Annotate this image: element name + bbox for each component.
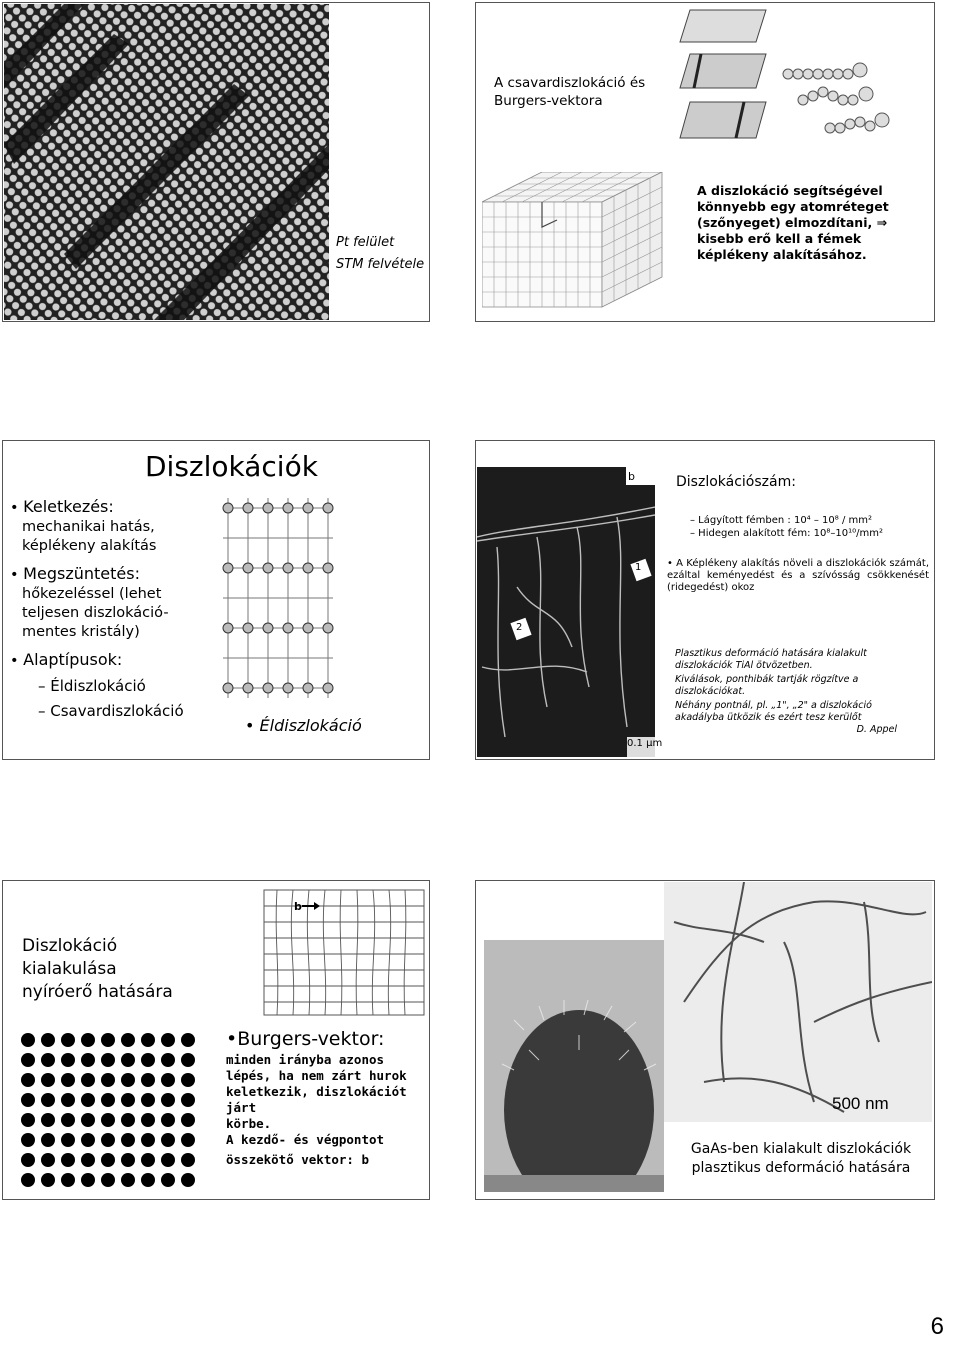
bullet-dot: •	[10, 567, 19, 583]
bullet-elimination-line-2: teljesen diszlokáció-	[22, 605, 169, 621]
note-3: Néhány pontnál, pl. „1", „2" a diszlokáció akadályba ütközik és ezért tesz kerülőt	[675, 700, 872, 723]
hardening-bullet	[667, 558, 929, 594]
stm-pt-surface-image	[4, 4, 329, 320]
burgers-vector-label: b	[294, 900, 302, 913]
burgers-line-5: A kezdő- és végpontot	[226, 1132, 385, 1147]
screw-title	[494, 74, 645, 110]
screw-title-line-1: A csavardiszlokáció és	[494, 75, 646, 91]
burgers-caption	[697, 183, 889, 263]
burgers-line-1: minden irányba azonos	[226, 1052, 385, 1067]
note-1: Plasztikus deformáció hatására kialakult diszlokációk TiAl ötvözetben.	[675, 648, 867, 671]
screw-dislocation-lattice	[482, 172, 672, 312]
carpet-sheets-illustration	[676, 6, 771, 146]
stm-caption-line-1: Pt felület	[336, 235, 395, 250]
stm-caption	[336, 232, 426, 276]
burgers-heading: •Burgers-vektor:	[226, 1028, 385, 1050]
tem-scale-label: 500 nm	[832, 1094, 889, 1113]
edge-image-caption-text: Éldiszlokáció	[259, 716, 362, 735]
coldworked-density: – Hidegen alakított fém: 10⁸–10¹⁰/mm²	[690, 528, 883, 539]
burgers-definition	[226, 1026, 426, 1168]
annealed-density: – Lágyított fémben : 10⁴ – 10⁸ / mm²	[690, 515, 873, 526]
dislocation-count-body	[684, 514, 929, 540]
atom-array-diagram	[18, 1030, 210, 1190]
micrograph-notes	[675, 648, 897, 736]
caterpillar-2	[798, 87, 873, 105]
bullet-elimination	[10, 564, 210, 642]
burgers-line-6: összekötő vektor: b	[226, 1152, 369, 1167]
burgers-caption-line-3: (szőnyeget) elmozdítani, ⇒	[697, 215, 888, 230]
screw-title-line-2: Burgers-vektora	[494, 93, 603, 109]
caterpillar-1	[783, 63, 867, 79]
formation-title	[22, 935, 173, 1004]
burgers-line-4: körbe.	[226, 1116, 272, 1131]
gaas-caption-line-2: plasztikus deformáció hatására	[691, 1160, 911, 1176]
dislocation-count-title: Diszlokációszám:	[676, 474, 796, 490]
caterpillar-illustration	[778, 52, 898, 142]
bullet-origin-line-1: mechanikai hatás,	[22, 519, 155, 535]
tial-dislocation-micrograph	[477, 467, 655, 757]
bullet-types-head: Alaptípusok:	[23, 650, 123, 669]
formation-title-line-1: Diszlokáció	[22, 936, 118, 956]
subitem-edge: – Éldiszlokáció	[38, 677, 146, 695]
gaas-tem-image	[664, 882, 932, 1122]
note-author: D. Appel	[856, 724, 897, 735]
micrograph-panel-label: b	[628, 470, 635, 483]
bullet-elimination-line-1: hőkezeléssel (lehet	[22, 586, 162, 602]
edge-dislocation-lattice-image	[218, 488, 336, 708]
dislocations-title: Diszlokációk	[145, 450, 318, 483]
burgers-caption-line-2: könnyebb egy atomréteget	[697, 199, 889, 214]
micrograph-marker-2: 2	[516, 622, 523, 633]
shear-grid-diagram	[262, 888, 427, 1018]
bullet-origin	[10, 497, 210, 556]
burgers-line-2: lépés, ha nem zárt hurok	[226, 1068, 407, 1083]
bullet-origin-line-2: képlékeny alakítás	[22, 538, 157, 554]
edge-image-caption	[245, 716, 362, 735]
bullet-origin-head: Keletkezés:	[23, 497, 114, 516]
micrograph-scale-label: 0.1 μm	[627, 738, 663, 749]
burgers-line-3: keletkezik, diszlokációt járt	[226, 1084, 407, 1115]
bullet-elimination-line-3: mentes kristály)	[22, 624, 140, 640]
bullet-types	[10, 650, 210, 671]
caterpillar-3	[825, 113, 889, 133]
atom-row	[21, 1033, 195, 1047]
dislocations-bullets	[10, 497, 210, 721]
bullet-dot: •	[10, 500, 19, 516]
cactus-photo	[484, 940, 664, 1192]
stm-caption-line-2: STM felvétele	[336, 257, 425, 272]
subitem-screw: – Csavardiszlokáció	[38, 702, 184, 720]
gaas-caption	[676, 1140, 926, 1178]
formation-title-line-2: kialakulása	[22, 959, 117, 979]
bullet-dot: •	[10, 653, 19, 669]
burgers-caption-line-4: kisebb erő kell a fémek	[697, 231, 862, 246]
page-number: 6	[930, 1313, 944, 1340]
gaas-caption-line-1: GaAs-ben kialakult diszlokációk	[690, 1141, 912, 1157]
bullet-dot: •	[667, 558, 677, 569]
micrograph-marker-1: 1	[635, 562, 642, 573]
formation-title-line-3: nyíróerő hatására	[22, 982, 173, 1002]
burgers-caption-line-5: képlékeny alakításához.	[697, 247, 867, 262]
note-2: Kiválások, ponthibák tartják rögzítve a diszlokációkat.	[675, 674, 859, 697]
burgers-caption-line-1: A diszlokáció segítségével	[697, 183, 883, 198]
hardening-text: A Képlékeny alakítás növeli a diszlokációk számát, ezáltal keményedést és a szívósság csökkenését (ridegedést) okoz	[667, 558, 929, 593]
bullet-dot: •	[245, 716, 260, 735]
bullet-elimination-head: Megszüntetés:	[23, 564, 140, 583]
